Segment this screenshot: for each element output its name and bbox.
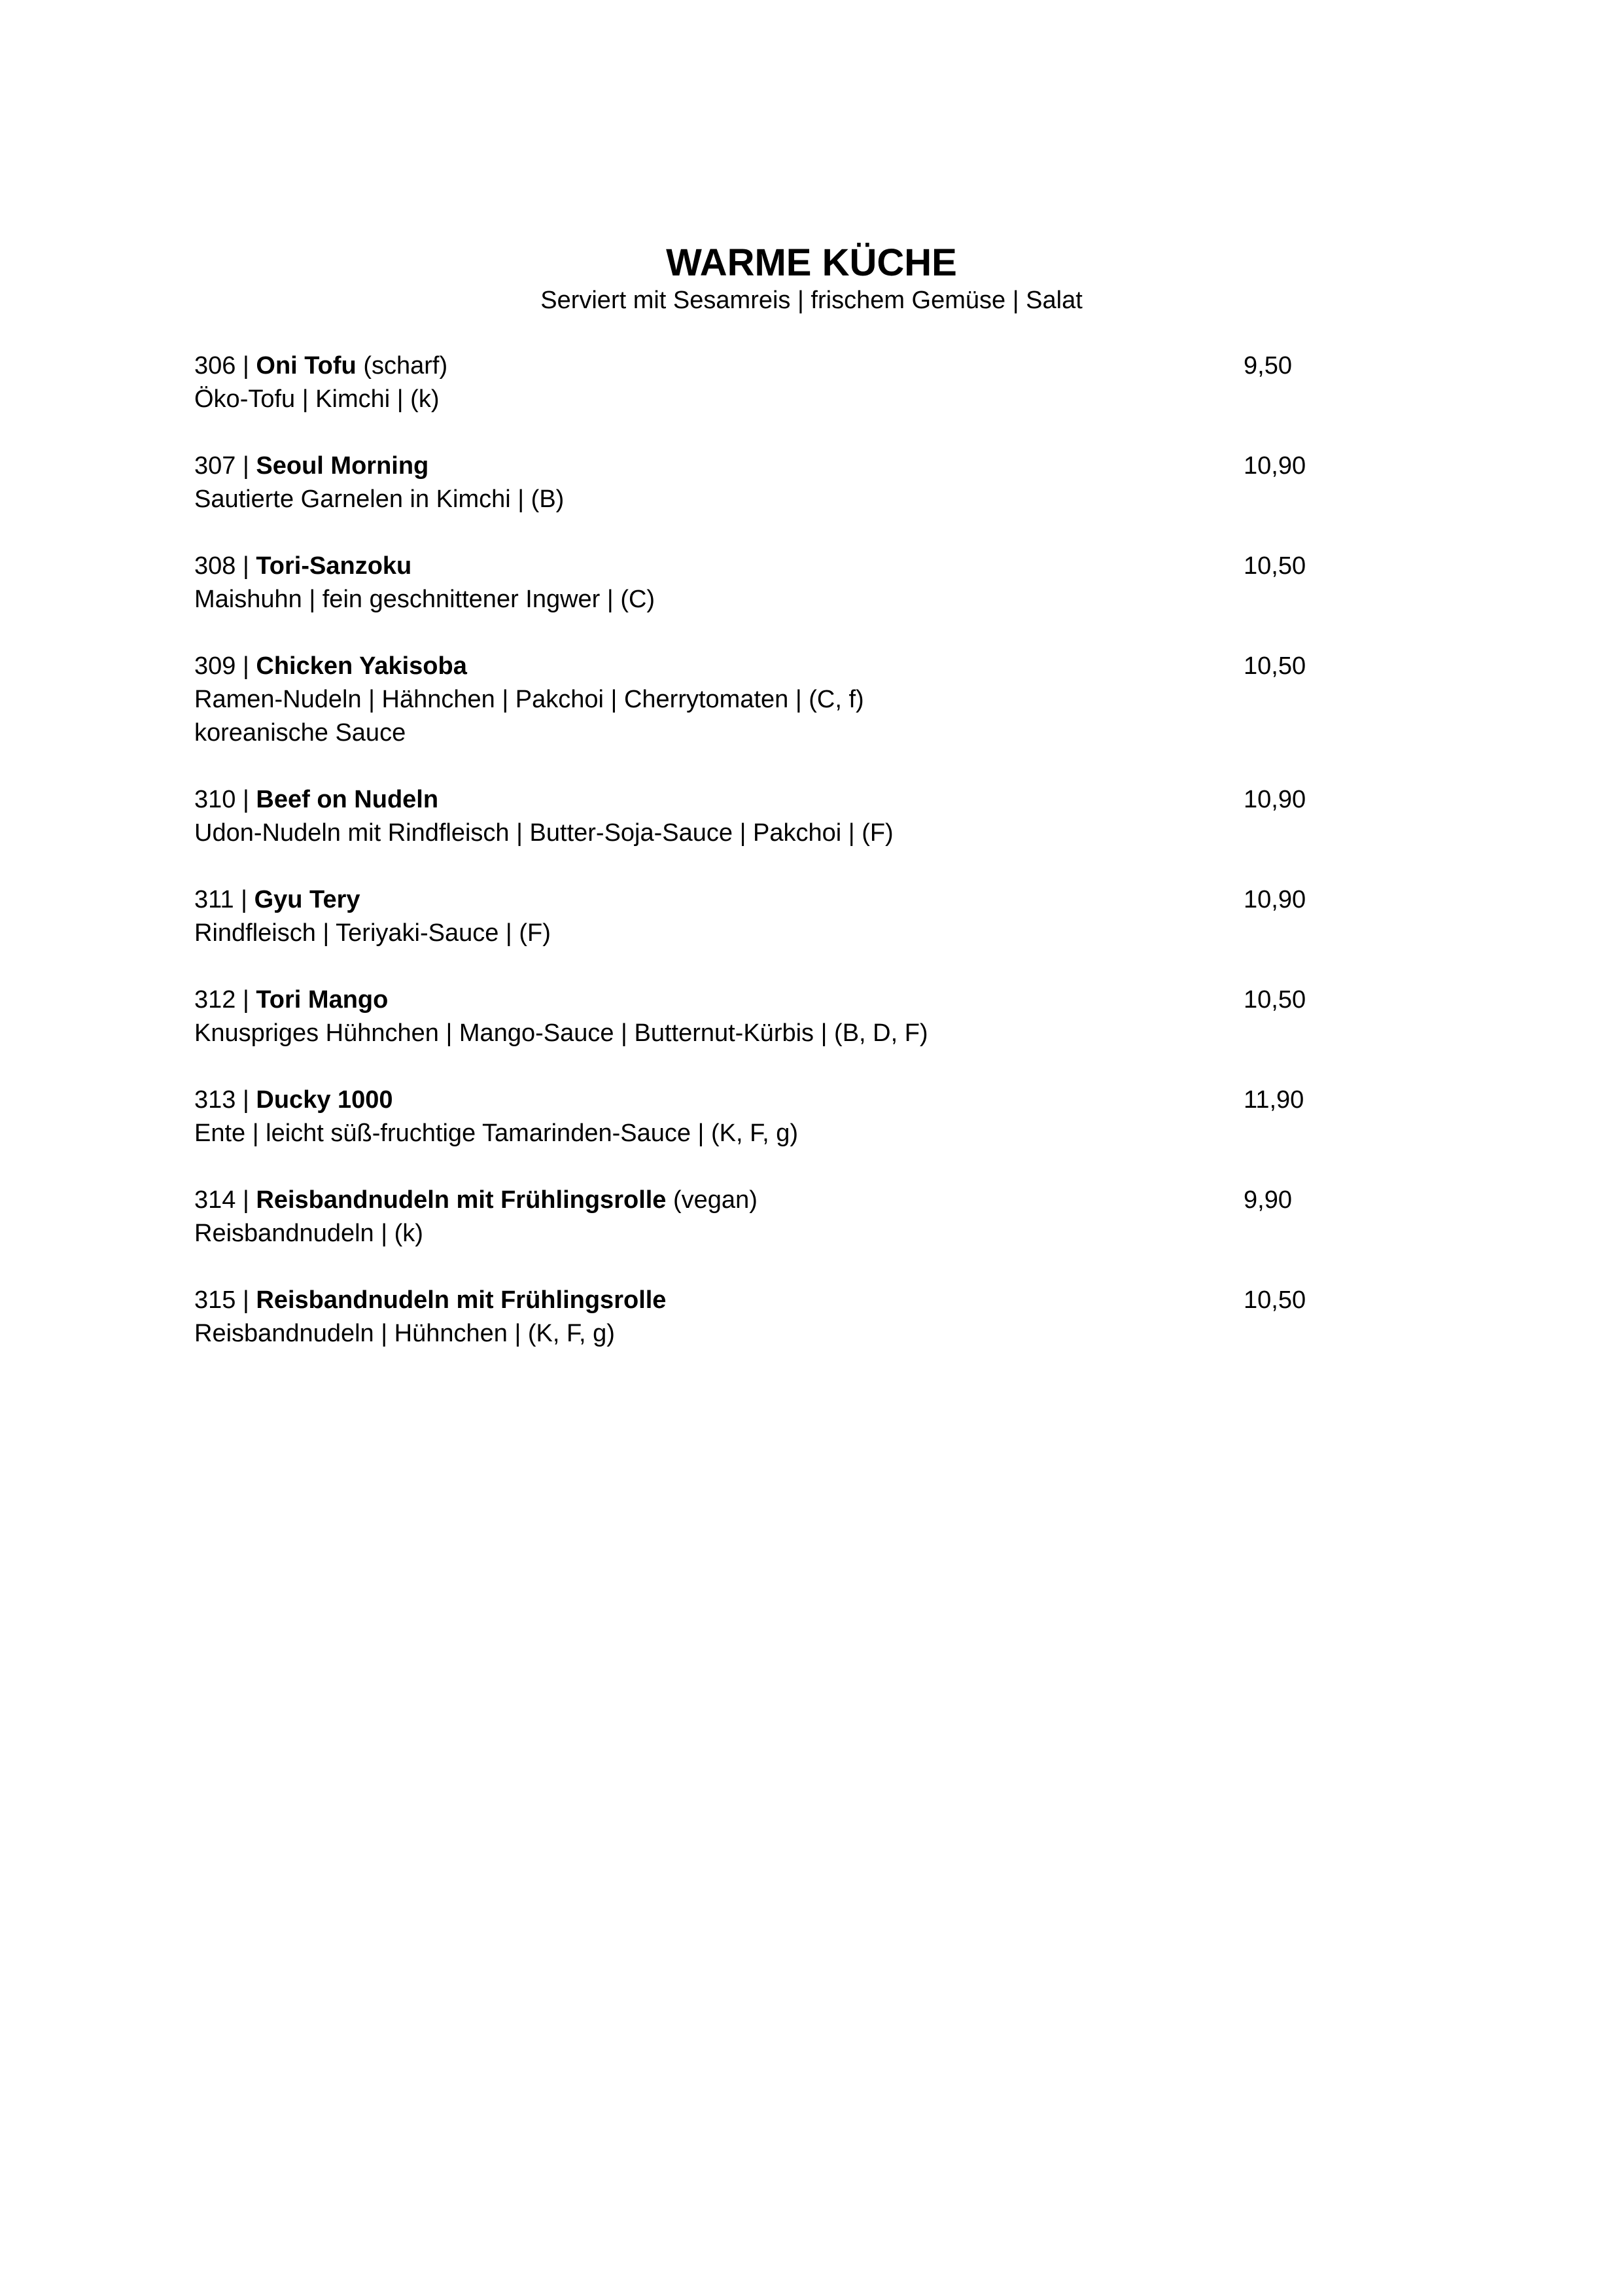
page-title: WARME KÜCHE [666,241,957,284]
item-separator: | [236,1186,256,1214]
item-heading [194,349,1346,383]
menu-item-308 [194,550,1346,650]
menu-item-315 [194,1284,1346,1384]
item-separator: | [234,886,254,913]
item-name: Oni Tofu [256,352,357,380]
item-note: (vegan) [666,1186,758,1214]
item-price: 11,90 [1244,1086,1304,1114]
item-description: Knuspriges Hühnchen | Mango-Sauce | Butternut-Kürbis | (B, D, F) [194,1019,928,1047]
item-separator: | [236,1286,256,1314]
item-number: 306 [194,352,236,380]
menu-item-307 [194,450,1346,550]
item-note: (scharf) [356,352,448,380]
page-subtitle: Serviert mit Sesamreis | frischem Gemüse | Salat [540,287,1083,314]
menu-item-313 [194,1084,1346,1184]
item-description: Udon-Nudeln mit Rindfleisch | Butter-Soja-Sauce | Pakchoi | (F) [194,819,894,847]
item-name: Seoul Morning [256,452,429,480]
item-name: Reisbandnudeln mit Frühlingsrolle [256,1286,667,1314]
item-number: 307 [194,452,236,480]
item-number: 312 [194,986,236,1014]
item-number: 311 [194,886,234,913]
menu-item-312 [194,983,1346,1084]
item-name: Gyu Tery [254,886,360,913]
item-name: Tori-Sanzoku [256,552,412,580]
item-price: 10,90 [1244,786,1306,813]
item-price: 10,50 [1244,1286,1306,1314]
item-description: Reisbandnudeln | (k) [194,1220,423,1247]
menu-list [194,349,1346,1384]
item-description-continued: koreanische Sauce [194,719,406,747]
menu-item-311 [194,883,1346,983]
item-description: Maishuhn | fein geschnittener Ingwer | (C) [194,586,655,613]
item-price: 10,50 [1244,986,1306,1014]
menu-item-314 [194,1184,1346,1284]
menu-item-309 [194,650,1346,783]
item-number: 314 [194,1186,236,1214]
item-price: 10,90 [1244,452,1306,480]
item-description: Ramen-Nudeln | Hähnchen | Pakchoi | Cherrytomaten | (C, f) [194,686,864,713]
item-description: Öko-Tofu | Kimchi | (k) [194,385,440,413]
item-name: Reisbandnudeln mit Frühlingsrolle [256,1186,667,1214]
item-number: 309 [194,652,236,680]
item-price: 10,50 [1244,652,1306,680]
item-separator: | [236,1086,256,1114]
item-description: Rindfleisch | Teriyaki-Sauce | (F) [194,919,551,947]
item-separator: | [236,352,256,380]
item-heading [194,450,1346,483]
item-price: 10,50 [1244,552,1306,580]
item-price: 9,90 [1244,1186,1292,1214]
item-description: Sautierte Garnelen in Kimchi | (B) [194,486,565,513]
item-number: 313 [194,1086,236,1114]
item-name: Ducky 1000 [256,1086,393,1114]
item-heading [194,1184,1346,1217]
menu-item-310 [194,783,1346,883]
item-heading [194,650,1346,683]
item-separator: | [236,986,256,1014]
item-number: 315 [194,1286,236,1314]
item-number: 310 [194,786,236,813]
item-heading [194,883,1346,917]
item-heading [194,783,1346,817]
menu-item-306 [194,349,1346,450]
item-heading [194,983,1346,1017]
item-separator: | [236,786,256,813]
item-heading [194,1084,1346,1117]
item-heading [194,1284,1346,1317]
item-separator: | [236,452,256,480]
item-name: Tori Mango [256,986,389,1014]
item-price: 10,90 [1244,886,1306,913]
item-separator: | [236,652,256,680]
item-heading [194,550,1346,583]
item-description: Ente | leicht süß-fruchtige Tamarinden-Sauce | (K, F, g) [194,1120,799,1147]
item-price: 9,50 [1244,352,1292,380]
item-number: 308 [194,552,236,580]
item-name: Chicken Yakisoba [256,652,467,680]
item-name: Beef on Nudeln [256,786,439,813]
item-description: Reisbandnudeln | Hühnchen | (K, F, g) [194,1320,615,1347]
item-separator: | [236,552,256,580]
